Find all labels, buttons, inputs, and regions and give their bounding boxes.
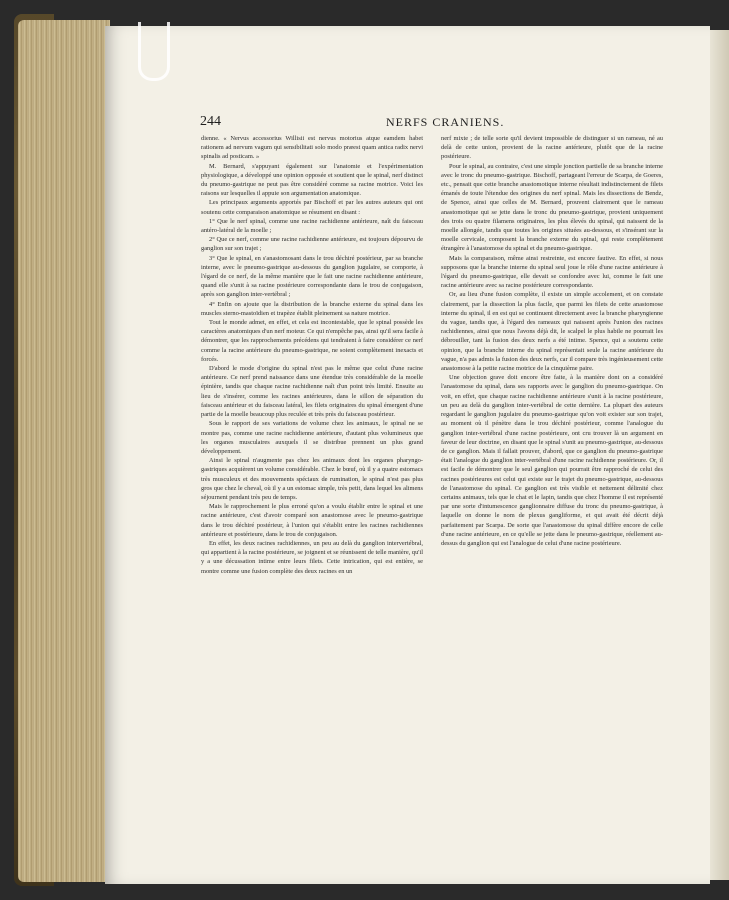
paragraph: D'abord le mode d'origine du spinal n'est pas le même que celui d'une racine antérieure. Ce nerf prend naissance dans une étendue très considérable de la moelle épinière, tandis que chaque racine rachidienne naît d'un point très limité. Ensuite au lieu de s'insérer, comme les racines antérieures, dans le sillon de séparation du faisceau antérieur et du faisceau latéral, les filets originaires du spinal émergent d'une partie de la moelle beaucoup plus reculée et très près du faisceau postérieur. xyxy=(201,365,423,419)
paragraph: 4° Enfin on ajoute que la distribution de la branche externe du spinal dans les muscles sterno-mastoïdien et trapèze établit pleinement sa nature motrice. xyxy=(201,300,423,317)
paragraph: nerf mixte ; de telle sorte qu'il devient impossible de distinguer si un rameau, né au delà de cette union, provient de la racine antérieure, plutôt que de la racine postérieure. xyxy=(441,135,663,161)
running-title: NERFS CRANIENS. xyxy=(386,115,505,129)
paragraph: Or, au lieu d'une fusion complète, il existe un simple accolement, et on constate clairement, par la dissection la plus facile, que parmi les filets de cette anastomose interne du spinal, il en est qui se continuent directement avec la branche pharyngienne du vague, tandis que, à l'égard des rameaux qui naissent après l'union des racines rachidiennes, ainsi que nous l'avons déjà dit, le scalpel le plus habile ne pourrait les débrouiller, tant la fusion des deux nerfs a été intime. Spence, qui a soutenu cette opinion, que la branche interne du spinal représentait seule la racine antérieure du vague, n'a pas admis la fusion des deux nerfs, car il compare très ingénieusement cette anastomose à la petite racine motrice de la cinquième paire. xyxy=(441,291,663,373)
paragraph: 2° Que ce nerf, comme une racine rachidienne antérieure, est toujours dépourvu de ganglion sur son trajet ; xyxy=(201,236,423,253)
paragraph: Une objection grave doit encore être faite, à la manière dont on a considéré l'anastomose du spinal, dans ses rapports avec le ganglion du pneumo-gastrique. On voit, en effet, que chaque racine rachidienne antérieure s'unit à la racine postérieure, un peu au delà du ganglion inter-vertébral de cette dernière. La plupart des auteurs regardant le ganglion jugulaire du pneumo-gastrique qu'on voit exister sur son trajet, au moment où il pénètre dans le trou déchiré postérieur, comme l'analogue du ganglion inter-vertébral d'une racine postérieure, ont cru trouver là un argument en faveur de leur doctrine, en disant que le spinal s'unit au pneumo-gastrique, au-dessous de ce ganglion. Mais il fallait prouver, d'abord, que ce ganglion du pneumo-gastrique était l'analogue du ganglion inter-vertébral d'une racine rachidienne postérieure. Or, il est facile de démontrer que le seul ganglion qui pourrait être rapproché de celui des racines postérieures est celui qui existe sur le trajet du pneumo-gastrique, au-dessous de l'anastomose du spinal. Ce ganglion est très visible et nettement délimité chez certains animaux, tels que le chat et le lapin, tandis que chez l'homme il est représenté par une sorte d'intumescence ganglionnaire diffuse du tronc du pneumo-gastrique, à laquelle on donne le nom de plexus gangliforme, et qui avait été décrit déjà parfaitement par Scarpa. De sorte que l'anastomose du spinal diffère encore de celle d'une racine antérieure, en ce qu'elle se jette dans le pneumo-gastrique, réellement au-dessus du ganglion qui est l'analogue de celui d'une racine postérieure. xyxy=(441,374,663,547)
paragraph: Mais la comparaison, même ainsi restreinte, est encore fautive. En effet, si nous supposons que la branche interne du spinal seul joue le rôle d'une racine antérieure à l'égard du pneumo-gastrique, elle devait se confondre avec lui, comme le fait une racine antérieure avec sa racine postérieure correspondante. xyxy=(441,254,663,290)
paragraph: En effet, les deux racines rachidiennes, un peu au delà du ganglion intervertébral, qui appartient à la racine postérieure, se joignent et se réunissent de telle manière, qu'il y a une décussation intime entre leurs filets. Cette intrication, qui est entière, se montre comme une fusion complète des deux racines en un xyxy=(201,539,423,575)
page-header xyxy=(200,114,684,130)
paragraph: 1° Que le nerf spinal, comme une racine rachidienne antérieure, naît du faisceau antéro-latéral de la moelle ; xyxy=(201,217,423,235)
paragraph: Mais le rapprochement le plus erroné qu'on a voulu établir entre le spinal et une racine antérieure, c'est d'avoir comparé son anastomose avec le pneumo-gastrique dans le trou déchiré postérieur, à l'union qui s'établit entre les racines rachidiennes antérieure et postérieure, dans le trou de conjugaison. xyxy=(201,503,423,538)
page-number: 244 xyxy=(200,114,221,129)
left-column xyxy=(201,134,423,754)
paragraph: M. Bernard, s'appuyant également sur l'anatomie et l'expérimentation physiologique, a développé une opinion opposée et soutient que le spinal, nerf distinct du pneumo-gastrique ne peut pas être considéré comme sa racine motrice. Voici les raisons sur lesquelles il appuie son argumentation anatomique. xyxy=(201,162,423,198)
paragraph: Pour le spinal, au contraire, c'est une simple jonction partielle de sa branche interne avec le tronc du pneumo-gastrique. Bischoff, partageant l'erreur de Scarpa, de Goeres, etc., pensait que cette branche anastomotique interne résultait indistinctement de filets émanés de toute l'étendue des origines du nerf spinal. Mais les dissections de Bendz, de Spence, ainsi que celles de M. Bernard, prouvent clairement que le rameau anastomotique qui se jette dans le tronc du pneumo-gastrique, provient uniquement des trois ou quatre filamens originaires, les plus élevés du spinal, qui naissent de la moelle allongée, tandis que toutes les origines situées au-dessous, et s'insérant sur la moelle cervicale, composent la branche externe du spinal, qui reste complètement étrangère à l'anastomose du spinal et du pneumo-gastrique. xyxy=(441,162,663,253)
paragraph: Ainsi le spinal n'augmente pas chez les animaux dont les organes pharyngo-gastriques acquièrent un volume considérable. Chez le bœuf, où il y a quatre estomacs très musculeux et des mouvements spéciaux de rumination, le spinal n'est pas plus gros que chez le cheval, où il y a un estomac simple, très petit, dans lequel les alimens séjournent pendant très peu de temps. xyxy=(201,457,423,501)
right-column xyxy=(441,134,663,759)
facing-page-edge xyxy=(710,30,729,880)
paragraph: Sous le rapport de ses variations de volume chez les animaux, le spinal ne se montre pas, comme une racine rachidienne antérieure, d'autant plus volumineux que les organes musculaires auxquels il se distribue prennent un plus grand développement. xyxy=(201,420,423,455)
page-clip xyxy=(138,22,170,81)
page-edges xyxy=(18,20,110,882)
paragraph: Tout le monde admet, en effet, et cela est incontestable, que le spinal possède les caractères anatomiques d'un nerf moteur. Ce qui n'empêche pas, ainsi qu'il sera facile à démontrer, que les rapprochements précédens qui tendraient à faire considérer ce nerf comme la racine antérieure du pneumo-gastrique, ne soient complètement inexacts et forcés. xyxy=(201,319,423,363)
paragraph: Les principaux arguments apportés par Bischoff et par les autres auteurs qui ont soutenu cette comparaison anatomique se résument en disant : xyxy=(201,199,423,216)
paragraph: dienne. « Nervus accessorius Willisii est nervus motorius atque eamdem habet rationem ad nervum vagum qui sensibilitati solo modo præest quam antica radix nervi spinalis ad posticam. » xyxy=(201,135,423,161)
paragraph: 3° Que le spinal, en s'anastomosant dans le trou déchiré postérieur, par sa branche interne, avec le pneumo-gastrique au-dessous du ganglion jugulaire, se comporte, à l'égard de ce nerf, de la même manière que le fait une racine rachidienne antérieure, quand elle s'unit à sa racine postérieure correspondante dans le trou de conjugaison, après son ganglion inter-vertébral ; xyxy=(201,254,423,299)
